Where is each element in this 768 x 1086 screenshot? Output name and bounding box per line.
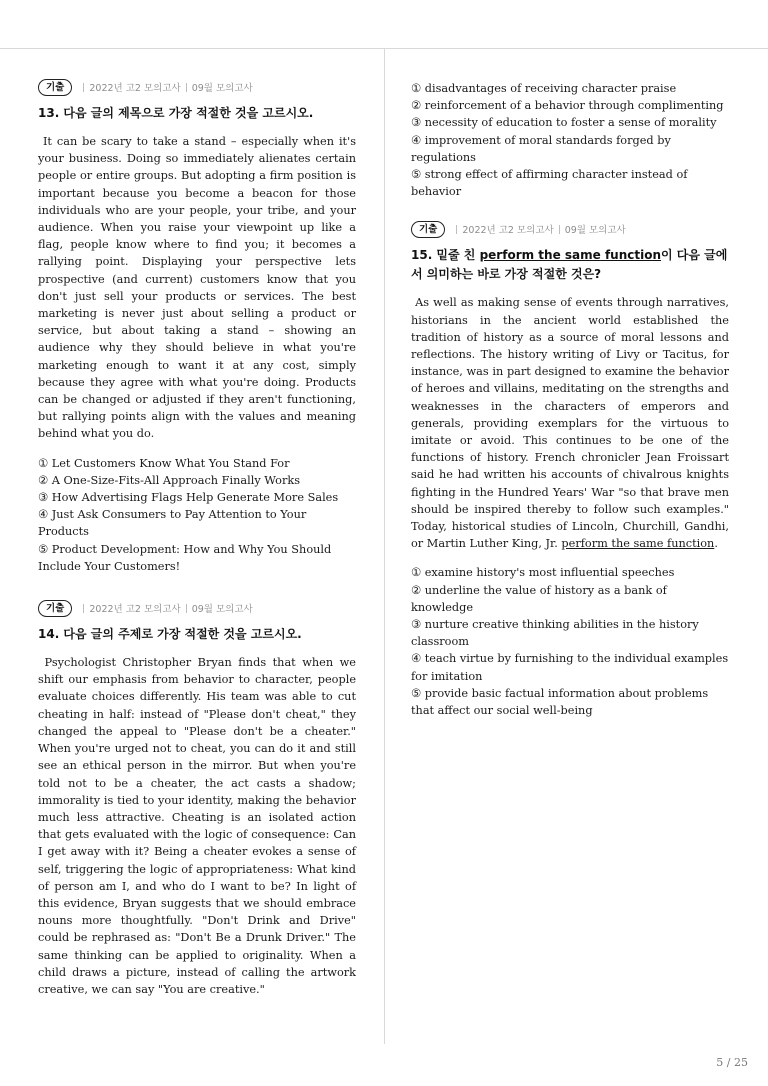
answer-options [38, 455, 356, 575]
tag-separator [83, 604, 84, 613]
exam-month: 09월 모의고사 [191, 604, 253, 616]
tag-separator [186, 83, 187, 92]
tag-separator [456, 225, 457, 234]
option-4[interactable]: ④ Just Ask Consumers to Pay Attention to Your Products [38, 508, 307, 539]
option-4[interactable]: ④ teach virtue by furnishing to the individual examples for imitation [411, 652, 729, 683]
option-5[interactable]: ⑤ provide basic factual information about problems that affect our social well-being [411, 686, 709, 718]
question-tag [411, 220, 729, 238]
option-3[interactable]: ③ nurture creative thinking abilities in the history classroom [411, 618, 699, 649]
exam-month: 09월 모의고사 [564, 225, 626, 237]
source-badge: 기출 [38, 600, 72, 617]
tag-separator [83, 83, 84, 92]
passage: As well as making sense of events through narratives, historians in the ancient world established the tradition of history as a source of moral lessons and reflections. The history writing of Livy or Tacitus, for instance, was in part designed to examine the behavior of heroes and villains, meditating on the strengths and weaknesses in the characters of emperors and generals, providing exemplars for the virtuous to imitate or avoid. This continues to be one of the functions of history. French chronicler Jean Froissart said he had written his accounts of chivalrous knights fighting in the Hundred Years' War "so that brave men should be inspired thereby to follow such examples." Today, historical studies of Lincoln, Churchill, Gandhi, or Martin Luther King, Jr. perform the same function. [411, 296, 729, 551]
option-1[interactable]: ① disadvantages of receiving character praise [411, 82, 677, 95]
underlined-phrase: perform the same function [479, 248, 662, 263]
question-13 [38, 78, 356, 575]
passage: It can be scary to take a stand – especially when it's your business. Doing so immediately alienates certain people or entire groups. But adopting a firm position is important because you become a beacon for those individuals who are your people, your tribe, and your audience. When you raise your viewpoint up like a flag, people know where to find you; it becomes a rallying point. Displaying your perspective lets prospective (and current) customers know that you don't just sell your products or services. The best marketing is never just about selling a product or service, but about taking a stand – showing an audience why they should believe in what you're marketing enough to want it at any cost, simply because they agree with what you're doing. Products can be changed or adjusted if they aren't functioning, but rallying points align with the values and meaning behind what you do. [38, 135, 357, 441]
exam-year: 2022년 고2 모의고사 [89, 604, 181, 616]
option-1[interactable]: ① Let Customers Know What You Stand For [38, 456, 290, 470]
exam-year: 2022년 고2 모의고사 [89, 83, 181, 94]
page-number: 5 / 25 [716, 1056, 748, 1069]
exam-year: 2022년 고2 모의고사 [462, 225, 554, 237]
option-2[interactable]: ② underline the value of history as a bank of knowledge [411, 583, 667, 614]
question-title: 15. 밑줄 친 perform the same function이 다음 글에서 의미하는 바로 가장 적절한 것은? [411, 248, 728, 282]
option-2[interactable]: ② reinforcement of a behavior through complimenting [411, 99, 724, 113]
left-column [38, 78, 356, 1016]
question-tag [38, 78, 356, 96]
option-2[interactable]: ② A One-Size-Fits-All Approach Finally Works [38, 473, 300, 487]
source-badge: 기출 [411, 221, 445, 238]
answer-options [411, 564, 729, 719]
question-title: 13. 다음 글의 제목으로 가장 적절한 것을 고르시오. [38, 106, 314, 120]
column-divider [384, 48, 385, 1044]
option-5[interactable]: ⑤ Product Development: How and Why You Should Include Your Customers! [38, 542, 332, 573]
question-14 [38, 599, 356, 998]
option-5[interactable]: ⑤ strong effect of affirming character instead of behavior [411, 168, 688, 199]
question-tag [38, 599, 356, 617]
question-title: 14. 다음 글의 주제로 가장 적절한 것을 고르시오. [38, 627, 302, 642]
tag-separator [559, 225, 560, 234]
option-3[interactable]: ③ How Advertising Flags Help Generate More Sales [38, 491, 339, 505]
right-column [411, 80, 729, 737]
exam-month: 09월 모의고사 [191, 83, 253, 94]
tag-separator [186, 604, 187, 613]
underlined-phrase: perform the same function [561, 537, 715, 551]
option-3[interactable]: ③ necessity of education to foster a sense of morality [411, 116, 717, 130]
source-badge: 기출 [38, 79, 72, 96]
option-4[interactable]: ④ improvement of moral standards forged by regulations [411, 133, 671, 164]
answer-options-q14 [411, 80, 729, 200]
passage: Psychologist Christopher Bryan finds that when we shift our emphasis from behavior to character, people evaluate choices differently. His team was able to cut cheating in half: instead of "Please don't cheat," they changed the appeal to "Please don't be a cheater." When you're urged not to cheat, you can do it and still see an ethical person in the mirror. But when you're told not to be a cheater, the act casts a shadow; immorality is tied to your identity, making the behavior much less attractive. Cheating is an isolated action that gets evaluated with the logic of consequence: Can I get away with it? Being a cheater evokes a sense of self, triggering the logic of appropriateness: What kind of person am I, and who do I want to be? In light of this evidence, Bryan suggests that we should embrace nouns more thoughtfully. "Don't Drink and Drive" could be rephrased as: "Don't Be a Drunk Driver." The same thinking can be applied to originality. When a child draws a picture, instead of calling the artwork creative, we can say "You are creative." [38, 656, 356, 996]
option-1[interactable]: ① examine history's most influential speeches [411, 566, 675, 580]
question-15 [411, 220, 729, 719]
